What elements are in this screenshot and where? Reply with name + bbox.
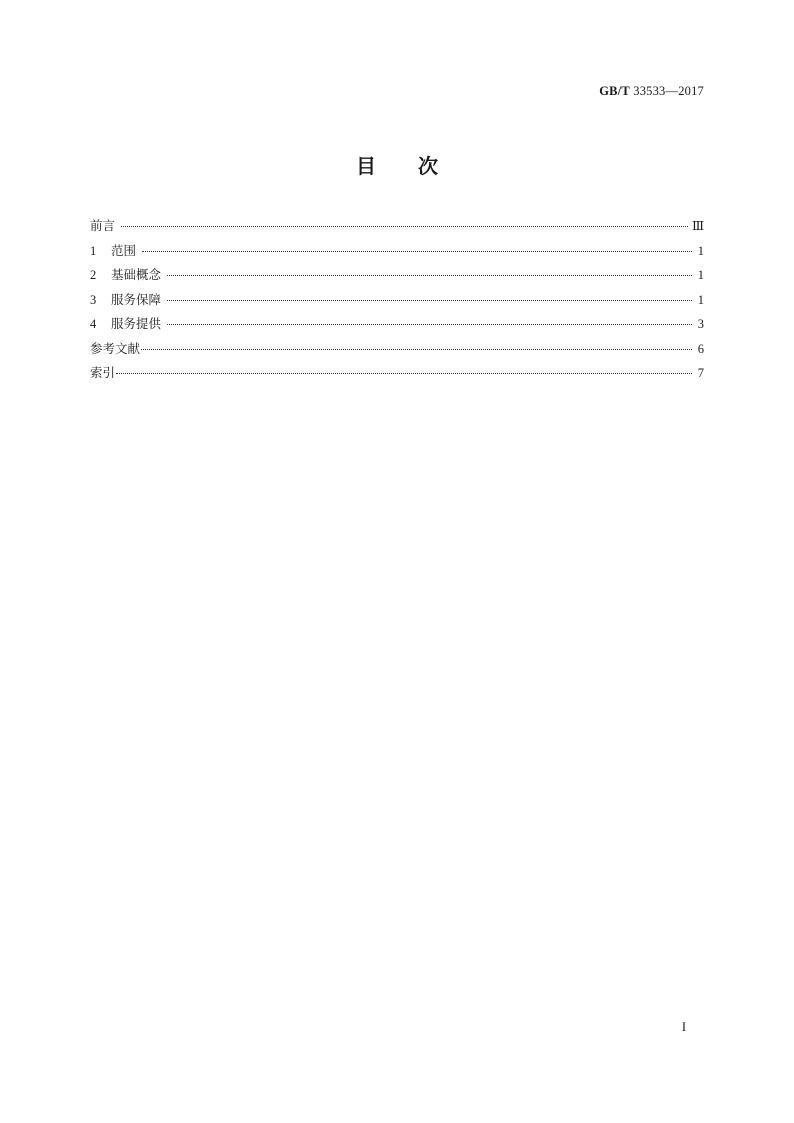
toc-entry-page: 7 <box>697 366 704 380</box>
toc-entry-index[interactable] <box>90 361 704 386</box>
toc-leader-dots <box>167 324 692 325</box>
standard-code <box>599 84 704 99</box>
toc-entry-page: Ⅲ <box>691 219 704 233</box>
standard-prefix: GB/T <box>599 84 630 98</box>
toc-entry-service-assurance[interactable] <box>90 288 704 313</box>
toc-entry-scope[interactable] <box>90 239 704 264</box>
toc-entry-number: 4 <box>90 317 97 331</box>
toc-entry-page: 1 <box>697 268 704 282</box>
toc-entry-service-provision[interactable] <box>90 312 704 337</box>
toc-entry-page: 3 <box>697 317 704 331</box>
toc-entry-page: 1 <box>697 292 704 307</box>
toc-entry-label: 范围 <box>111 242 137 258</box>
toc-leader-dots <box>167 275 692 276</box>
toc-entry-page: 1 <box>697 243 704 258</box>
toc-entry-page: 6 <box>697 341 704 356</box>
toc-entry-basic-concepts[interactable] <box>90 263 704 288</box>
toc-entry-references[interactable] <box>90 337 704 362</box>
toc-leader-dots <box>121 226 688 227</box>
table-of-contents <box>90 214 704 386</box>
toc-leader-dots <box>141 349 692 350</box>
toc-entry-label: 参考文献 <box>90 340 141 356</box>
toc-entry-number: 1 <box>90 243 97 258</box>
toc-leader-dots <box>167 300 692 301</box>
toc-entry-number: 2 <box>90 268 97 282</box>
toc-entry-label: 服务提供 <box>111 316 162 331</box>
toc-entry-label: 基础概念 <box>111 267 162 282</box>
standard-number: 33533—2017 <box>633 84 704 98</box>
toc-entry-label: 服务保障 <box>111 291 162 307</box>
page-title: 目次 <box>356 154 480 178</box>
toc-entry-foreword[interactable] <box>90 214 704 239</box>
toc-entry-label: 索引 <box>90 365 116 380</box>
toc-entry-number: 3 <box>90 292 97 307</box>
toc-leader-dots <box>142 251 692 252</box>
page-number: I <box>681 1020 686 1034</box>
toc-entry-label: 前言 <box>90 218 116 233</box>
toc-leader-dots <box>116 373 692 374</box>
